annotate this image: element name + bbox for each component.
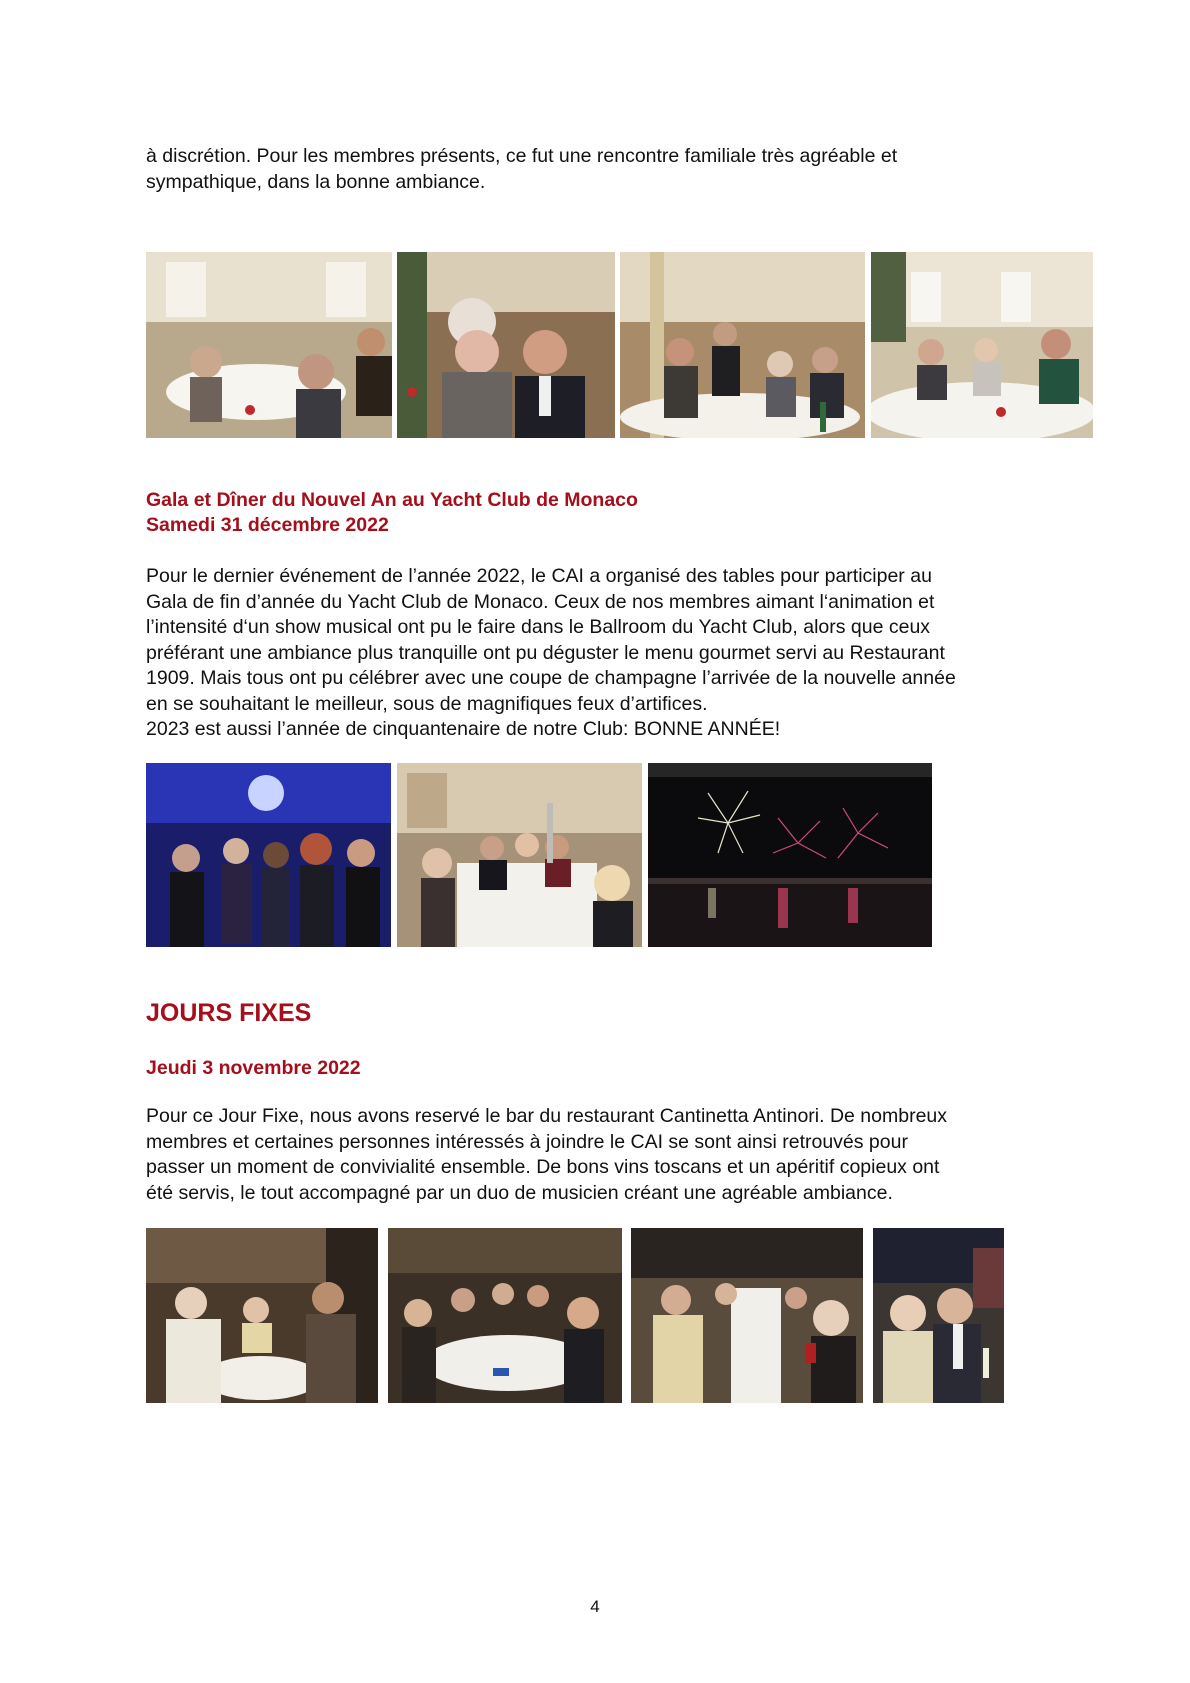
jours-fixes-line-3: passer un moment de convivialité ensemble. De bons vins toscans et un apéritif copieux ont <box>146 1156 940 1178</box>
jours-fixes-date: Jeudi 3 novembre 2022 <box>146 1057 361 1079</box>
gala-paragraph <box>146 564 1055 743</box>
photo-ballroom-party <box>146 763 391 947</box>
gala-title: Gala et Dîner du Nouvel An au Yacht Club de Monaco <box>146 489 638 511</box>
photo-antinori-bar-4 <box>873 1228 1004 1403</box>
jours-fixes-paragraph <box>146 1104 1055 1206</box>
photo-dinner-hall-1 <box>146 252 392 438</box>
gala-date: Samedi 31 décembre 2022 <box>146 514 389 536</box>
photo-fireworks <box>648 763 932 947</box>
gala-line-6: en se souhaitant le meilleur, sous de magnifiques feux d’artifices. <box>146 692 708 715</box>
photo-restaurant-1909-table <box>397 763 642 947</box>
gala-line-3: l’intensité d‘un show musical ont pu le faire dans le Ballroom du Yacht Club, alors que ceux <box>146 616 931 638</box>
gala-closing: 2023 est aussi l’année de cinquantenaire de notre Club: BONNE ANNÉE! <box>146 718 781 740</box>
gala-line-2: Gala de fin d’année du Yacht Club de Monaco. Ceux de nos membres aimant l‘animation et <box>146 590 935 613</box>
photo-dinner-hall-3 <box>871 252 1093 438</box>
intro-line-1: à discrétion. Pour les membres présents, ce fut une rencontre familiale très agréable et <box>146 145 898 167</box>
photo-dinner-musicians <box>620 252 865 438</box>
gala-line-5: 1909. Mais tous ont pu célébrer avec une coupe de champagne l’arrivée de la nouvelle année <box>146 667 956 689</box>
jours-fixes-closing: été servis, le tout accompagné par un duo de musicien créant une agréable ambiance. <box>146 1181 893 1204</box>
photo-dinner-hall-2 <box>397 252 615 438</box>
gala-line-1: Pour le dernier événement de l’année 2022, le CAI a organisé des tables pour participer au <box>146 565 932 587</box>
photo-antinori-bar-3 <box>631 1228 863 1403</box>
photo-antinori-bar-1 <box>146 1228 378 1403</box>
gala-line-4: préférant une ambiance plus tranquille ont pu déguster le menu gourmet servi au Restaurant <box>146 641 945 664</box>
page-number: 4 <box>590 1597 600 1616</box>
intro-paragraph <box>146 144 1055 195</box>
intro-line-2: sympathique, dans la bonne ambiance. <box>146 170 486 193</box>
jours-fixes-title: JOURS FIXES <box>146 999 312 1027</box>
jours-fixes-line-1: Pour ce Jour Fixe, nous avons reservé le bar du restaurant Cantinetta Antinori. De nombreux <box>146 1105 948 1127</box>
jours-fixes-line-2: membres et certaines personnes intéressés à joindre le CAI se sont ainsi retrouvés pour <box>146 1130 908 1153</box>
photo-antinori-bar-2 <box>388 1228 622 1403</box>
